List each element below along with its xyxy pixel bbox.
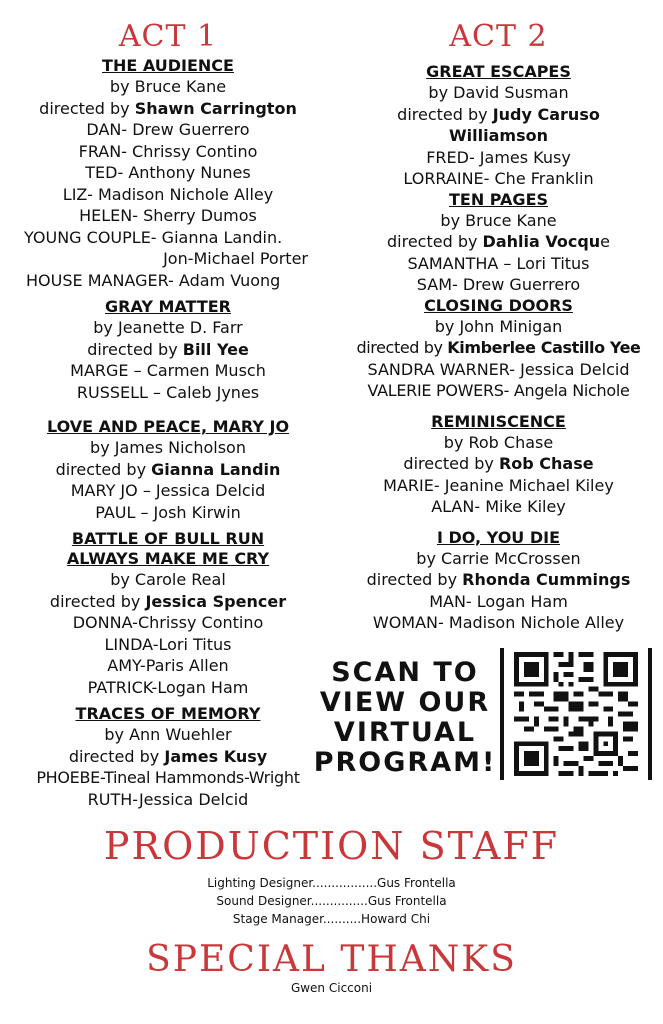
production-staff-list [0,874,663,928]
play-traces-of-memory [0,704,336,810]
director-name: Jessica Spencer [145,591,287,611]
play-title: TEN PAGES [448,189,549,209]
play-title: REMINISCENCE [431,411,566,431]
play-author: by Jeanette D. Farr [93,318,243,337]
cast-line: MARGE – Carmen Musch [70,361,266,380]
play-title: GREAT ESCAPES [426,62,571,81]
director-name: Rob Chase [498,454,594,473]
director-prefix: directed by [49,591,146,611]
play-title: BATTLE OF BULL RUN ALWAYS MAKE ME CRY [66,529,270,568]
play-director [0,339,336,361]
play-director [0,591,336,613]
play-title: CLOSING DOORS [424,295,573,315]
director-prefix: directed by [403,454,499,473]
production-staff-heading: PRODUCTION STAFF [103,824,560,868]
play-director [334,453,663,475]
play-battle-of-bull-run [0,529,336,698]
play-author: by Bruce Kane [440,210,557,230]
director-suffix: e [600,232,611,251]
cast-line: LIZ- Madison Nichole Alley [62,184,274,204]
scan-callout [312,658,498,778]
play-director [334,231,663,253]
play-director [0,98,336,120]
cast-line: ALAN- Mike Kiley [431,497,566,516]
qr-frame-bar [500,648,504,780]
director-prefix: directed by [87,339,183,359]
director-name: Judy Caruso [492,104,600,124]
act-2-heading: ACT 2 [449,19,548,54]
cast-line: SAM- Drew Guerrero [416,275,581,294]
cast-line: MARY JO – Jessica Delcid [70,481,266,500]
director-prefix: directed by [39,98,135,118]
cast-line: LINDA-Lori Titus [104,634,232,654]
director-name-continued: Williamson [449,126,548,145]
thanks-name: Gwen Cicconi [290,981,373,995]
director-name: Dahlia Vocqu [482,232,601,251]
cast-line: HELEN- Sherry Dumos [79,206,257,225]
play-the-audience [0,56,336,291]
scan-line: VIRTUAL [333,717,477,748]
play-i-do-you-die [334,528,663,634]
director-name: Gianna Landin [151,459,281,479]
play-author: by Ann Wuehler [104,725,232,744]
play-author: by David Susman [428,83,569,102]
act-1-column [0,18,336,810]
cast-line: DAN- Drew Guerrero [86,120,250,139]
director-prefix: directed by [397,104,493,124]
play-author: by James Nicholson [90,438,246,457]
play-author: by Rob Chase [443,432,554,452]
cast-line: SANDRA WARNER- Jessica Delcid [367,359,630,379]
qr-code-icon [514,652,638,776]
cast-line: PATRICK-Logan Ham [87,677,249,697]
qr-frame-bar [648,648,652,780]
cast-line: FRED- James Kusy [426,147,571,167]
cast-line: TED- Anthony Nunes [85,163,251,182]
play-ten-pages [334,190,663,296]
play-director [0,459,336,481]
director-prefix: directed by [55,459,152,479]
director-prefix: directed by [386,232,483,251]
play-author: by John Minigan [434,316,563,336]
play-closing-doors [334,296,663,402]
cast-line: MARIE- Jeanine Michael Kiley [383,475,614,495]
play-author: by Bruce Kane [109,77,227,96]
qr-code[interactable] [500,648,656,780]
cast-line: VALERIE POWERS- Angela Nichole [367,381,630,400]
director-name: Rhonda Cummings [462,570,631,589]
play-director [0,746,336,768]
staff-line: Stage Manager..........Howard Chi [232,912,431,926]
director-name: Shawn Carrington [134,98,297,118]
play-director [334,569,663,591]
cast-line: RUSSELL – Caleb Jynes [76,382,260,402]
play-title: GRAY MATTER [105,297,231,316]
director-name: James Kusy [164,746,268,766]
director-name: Kimberlee Castillo Yee [447,338,641,357]
scan-line: PROGRAM! [313,747,497,778]
play-gray-matter [0,297,336,403]
play-love-and-peace-mary-jo [0,417,336,523]
play-title: LOVE AND PEACE, MARY JO [46,417,290,436]
cast-line: RUTH-Jessica Delcid [87,789,249,809]
director-name: Bill Yee [182,339,249,359]
staff-line: Lighting Designer.................Gus Frontella [207,876,456,890]
special-thanks-list [0,980,663,996]
play-director [334,104,663,126]
director-prefix: directed by [68,746,165,766]
play-author: by Carole Real [110,570,226,589]
cast-line: AMY-Paris Allen [107,656,229,675]
play-title: I DO, YOU DIE [436,527,561,547]
special-thanks-heading: SPECIAL THANKS [146,939,517,980]
cast-line: HOUSE MANAGER- Adam Vuong [26,270,281,290]
cast-line: YOUNG COUPLE- Gianna Landin. [24,227,283,247]
play-great-escapes [334,62,663,190]
cast-line: FRAN- Chrissy Contino [78,141,258,161]
cast-line: DONNA-Chrissy Contino [72,613,264,632]
cast-line: WOMAN- Madison Nichole Alley [372,613,625,632]
scan-line: SCAN TO [331,657,479,688]
director-prefix: directed by [366,570,463,589]
play-author: by Carrie McCrossen [416,548,581,568]
cast-line: MAN- Logan Ham [429,591,568,611]
cast-line: LORRAINE- Che Franklin [403,169,594,188]
cast-line: PHOEBE-Tineal Hammonds-Wright [36,768,300,787]
act-1-heading: ACT 1 [118,19,218,54]
scan-line: VIEW OUR [319,687,491,718]
play-title: THE AUDIENCE [102,56,234,75]
cast-line: Jon-Michael Porter [163,249,308,268]
play-title: TRACES OF MEMORY [75,704,261,723]
play-director [334,337,663,359]
play-director-line-2 [334,125,663,147]
cast-line: SAMANTHA – Lori Titus [407,253,590,273]
director-prefix: directed by [356,338,448,357]
play-reminiscence [334,412,663,518]
cast-line: PAUL – Josh Kirwin [95,502,241,522]
staff-line: Sound Designer...............Gus Frontella [216,894,447,908]
act-2-column [334,18,663,634]
